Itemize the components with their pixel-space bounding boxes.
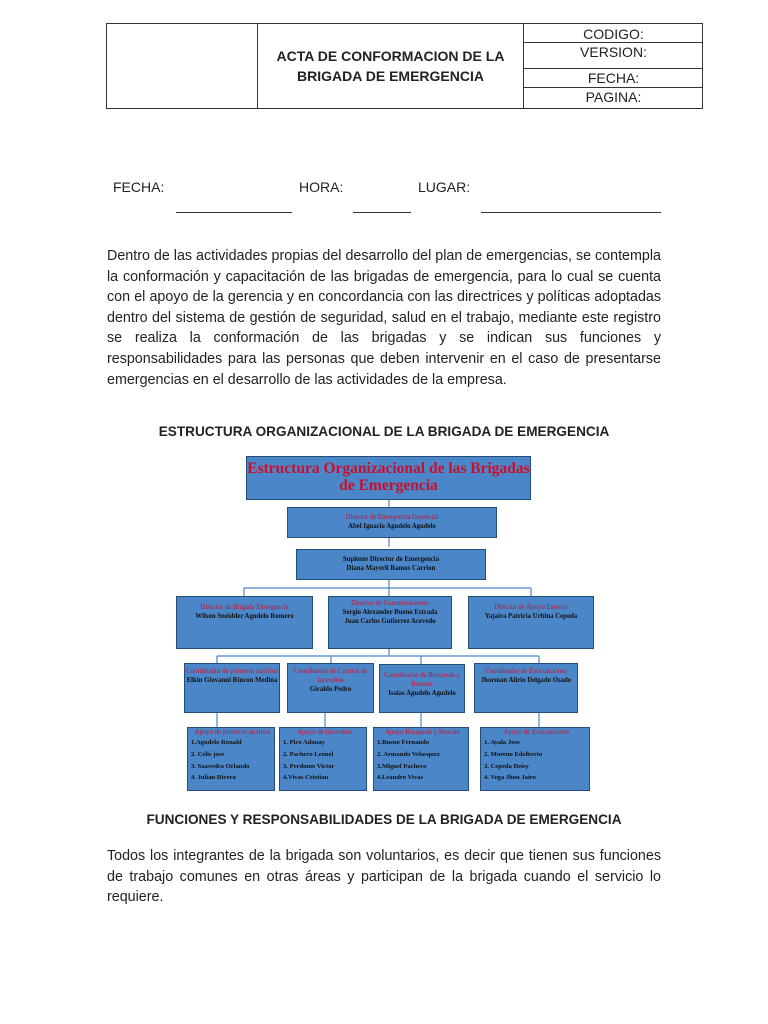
support-member: 2. Celis jose [191, 750, 225, 758]
director-apoyo-externo-box [468, 596, 594, 649]
meta-divider [524, 68, 703, 69]
director-comunicaciones-name-2: Juan Carlos Gutierrez Acevedo [344, 618, 436, 625]
director-brigada-name: Wilson Sneidder Agudelo Romero [195, 613, 294, 620]
coordinator-name: Elkin Giovanni Rincon Medina [186, 677, 278, 684]
metadata-cell [523, 24, 703, 108]
pagina-label: PAGINA: [585, 89, 642, 105]
director-apoyo-externo-role: Director de Apoyo Externo [494, 604, 568, 611]
director-brigada-box [176, 596, 313, 649]
support-box [279, 727, 367, 791]
support-member: 1.Bueno Fernando [377, 739, 430, 746]
coordinator-box [379, 664, 465, 713]
suplente-name: Diana Mayerli Ramos Carrion [346, 565, 436, 572]
document-title: ACTA DE CONFORMACION DE LA BRIGADA DE EMERGENCIA [276, 48, 505, 84]
codigo-label: CODIGO: [583, 26, 644, 42]
lugar-blank[interactable] [481, 212, 661, 213]
support-member: 4.Leandro Vivas [377, 774, 424, 782]
fecha-field-label: FECHA: [113, 179, 165, 195]
support-member: 2. Pacheco Leonel [283, 750, 334, 758]
logo-cell [107, 24, 258, 108]
coordinator-box [287, 663, 374, 713]
coordinator-name: Jhorman Alirio Delgado Osado [480, 677, 572, 684]
fecha-label: FECHA: [587, 70, 640, 86]
section-heading-structure: ESTRUCTURA ORGANIZACIONAL DE LA BRIGADA DE EMERGENCIA [158, 424, 610, 439]
intro-paragraph: Dentro de las actividades propias del desarrollo del plan de emergencias, se contempla la conformación y capacitación de las brigadas de emergencia, para lo cual se cuenta con el apoyo de la gerencia y en concordancia con las directrices y políticas adoptadas dentro del sistema de gestión de seguridad, salud en el trabajo, mediante este registro se realiza la conformación de las brigadas y se indican sus funciones y responsabilidades para las personas que deben intervenir en el caso de presentarse emergencias en el desarrollo de las actividades de la empresa. [107, 248, 661, 388]
support-member: 4. Vega Jhon Jairo [484, 774, 536, 782]
director-box [287, 507, 497, 538]
lugar-field-label: LUGAR: [418, 179, 471, 195]
hora-blank[interactable] [353, 212, 411, 213]
support-box [187, 727, 275, 791]
director-role: Director de Emergencia Gerencial [345, 514, 439, 521]
support-box [480, 727, 590, 791]
support-member: 3.Miguel Pacheco [377, 762, 427, 770]
org-chart [172, 454, 602, 794]
director-apoyo-externo-name: Yajaira Patricia Urbina Cepeda [484, 613, 578, 620]
org-chart-title-box [246, 456, 531, 500]
support-member: 2. Armando Velasquez [377, 750, 440, 758]
support-member: 2. Moreno Edelberto [484, 750, 543, 758]
director-comunicaciones-box [328, 596, 452, 649]
support-member: 4. Julian Rivera [191, 774, 236, 782]
support-box [373, 727, 469, 791]
support-member: 1.Agudelo Ronald [191, 739, 242, 746]
coordinator-role: Coordinador de Busqueda y Rescate [383, 672, 461, 688]
support-member: 1. Pico Adonay [283, 739, 325, 746]
coordinator-role: Coordinador de primeros auxilios [186, 668, 278, 675]
support-member: 1. Ayala Jose [484, 739, 520, 746]
version-label: VERSION: [580, 44, 647, 60]
director-name: Abel Ignacio Agudelo Agudelo [348, 523, 436, 530]
support-title: Apoyo de Incendios [297, 729, 352, 736]
director-comunicaciones-role: Director de Comunicaciones [351, 600, 429, 607]
support-member: 3. Cepeda Deisy [484, 762, 529, 770]
coordinator-name: Isaias Agudelo Agudelo [388, 690, 456, 697]
coordinator-name: Giraldo Pedro [309, 686, 352, 693]
support-title: Apoyo de Evacuaciones [503, 729, 570, 736]
suplente-box [296, 549, 486, 580]
coordinator-box [474, 663, 578, 713]
support-member: 3. Saavedra Orlando [191, 762, 250, 770]
director-brigada-role: Director de Brigada Emergencia [200, 604, 289, 611]
coordinator-role: Coordinador de Control de incendios [293, 668, 368, 684]
closing-paragraph: Todos los integrantes de la brigada son voluntarios, es decir que tienen sus funciones de trabajo comunes en otras áreas y participan de la brigada cuando el servicio lo requiere. [107, 848, 661, 906]
hora-field-label: HORA: [299, 179, 344, 195]
fecha-blank[interactable] [176, 212, 292, 213]
document-header-table [106, 23, 703, 109]
section-heading-functions: FUNCIONES Y RESPONSABILIDADES DE LA BRIGADA DE EMERGENCIA [146, 812, 622, 827]
support-title: Apoyo Busqueda y Rescate [385, 729, 460, 736]
support-member: 3. Perdomo Victor [283, 762, 335, 770]
support-title: Apoyo de primeros auxilios [194, 729, 271, 736]
support-member: 4.Vivas Cristian [283, 774, 329, 782]
director-comunicaciones-name: Sergio Alexander Bueno Estrada [342, 609, 438, 616]
meta-divider [524, 87, 703, 88]
coordinator-role: Coordinador de Evacuaciones [485, 668, 567, 675]
org-chart-title: Estructura Organizacional de las Brigadas de Emergencia [247, 460, 530, 494]
suplente-role: Suplente Director de Emergencia [342, 556, 440, 563]
coordinator-box [184, 663, 280, 713]
meta-divider [524, 42, 703, 43]
